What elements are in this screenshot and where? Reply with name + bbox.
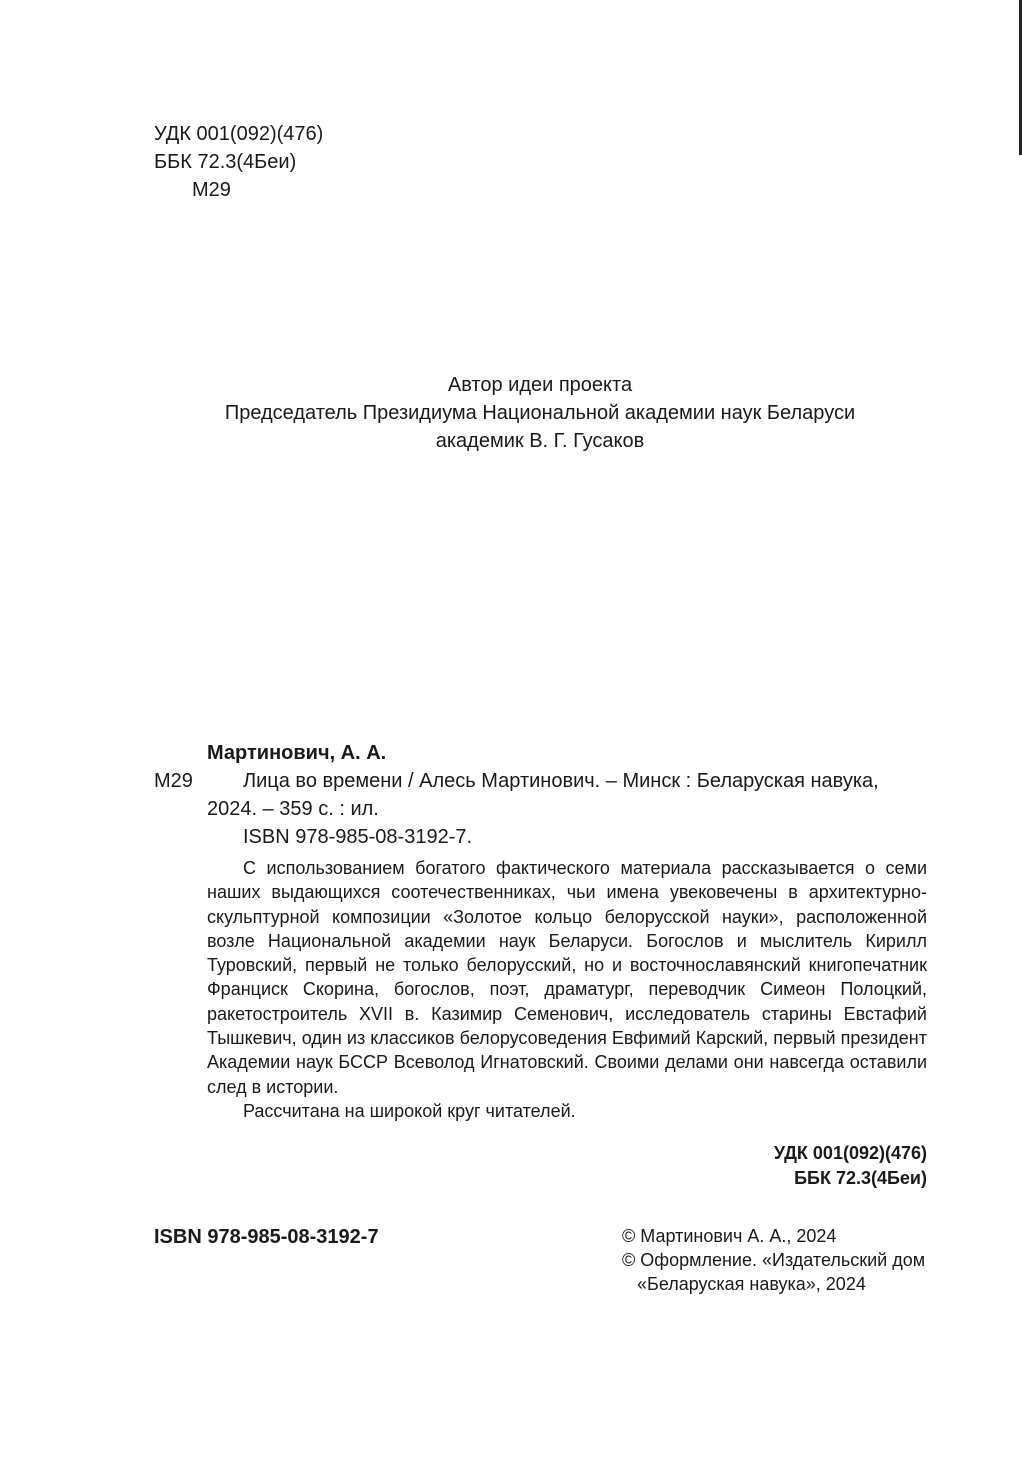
catalog-title-line-1: Лица во времени / Алесь Мартинович. – Минск : Беларуская навука,: [243, 770, 879, 792]
header-author-mark: М29: [192, 179, 231, 201]
annotation-paragraph-2: Рассчитана на широкой круг читателей.: [243, 1100, 576, 1121]
catalog-title-line-2: 2024. – 359 с. : ил.: [207, 798, 379, 820]
footer-copyright-author: © Мартинович А. А., 2024: [622, 1226, 837, 1246]
dedication-line-1: Автор идеи проекта: [447, 374, 633, 396]
footer-copyright-publisher: «Беларуская навука», 2024: [637, 1274, 866, 1294]
dedication-line-3: академик В. Г. Гусаков: [435, 430, 645, 452]
dedication-line-2: Председатель Президиума Национальной академии наук Беларуси: [224, 402, 856, 424]
header-udk: УДК 001(092)(476): [154, 123, 324, 145]
catalog-isbn: ISBN 978-985-08-3192-7.: [243, 826, 473, 848]
classification-udk: УДК 001(092)(476): [773, 1143, 927, 1163]
catalog-author: Мартинович, А. А.: [207, 742, 387, 764]
annotation-paragraph-1: С использованием богатого фактического материала рассказывается о семи наших выдающихся соотечественниках, чьи имена увековечены в архитектурно-скульптурной композиции «Золотое кольцо белорусской науки», расположенной возле Национальной академии наук Беларуси. Богослов и мыслитель Кирилл Туровский, первый не только белорусский, но и восточнославянский книгопечатник Франциск Скорина, богослов, поэт, драматург, переводчик Симеон Полоцкий, ракетостроитель XVII в. Казимир Семенович, исследователь старины Евстафий Тышкевич, один из классиков белорусоведения Евфимий Карский, первый президент Академии наук БССР Всеволод Игнатовский. Своими делами они навсегда оставили след в истории.: [207, 858, 927, 1097]
footer-isbn: ISBN 978-985-08-3192-7: [154, 1226, 379, 1248]
annotation: [207, 856, 927, 1123]
footer-copyright-design: © Оформление. «Издательский дом: [622, 1250, 926, 1270]
header-bbk: ББК 72.3(4Беи): [154, 151, 297, 173]
classification-bbk: ББК 72.3(4Беи): [794, 1168, 927, 1188]
catalog-mark: М29: [154, 770, 193, 792]
